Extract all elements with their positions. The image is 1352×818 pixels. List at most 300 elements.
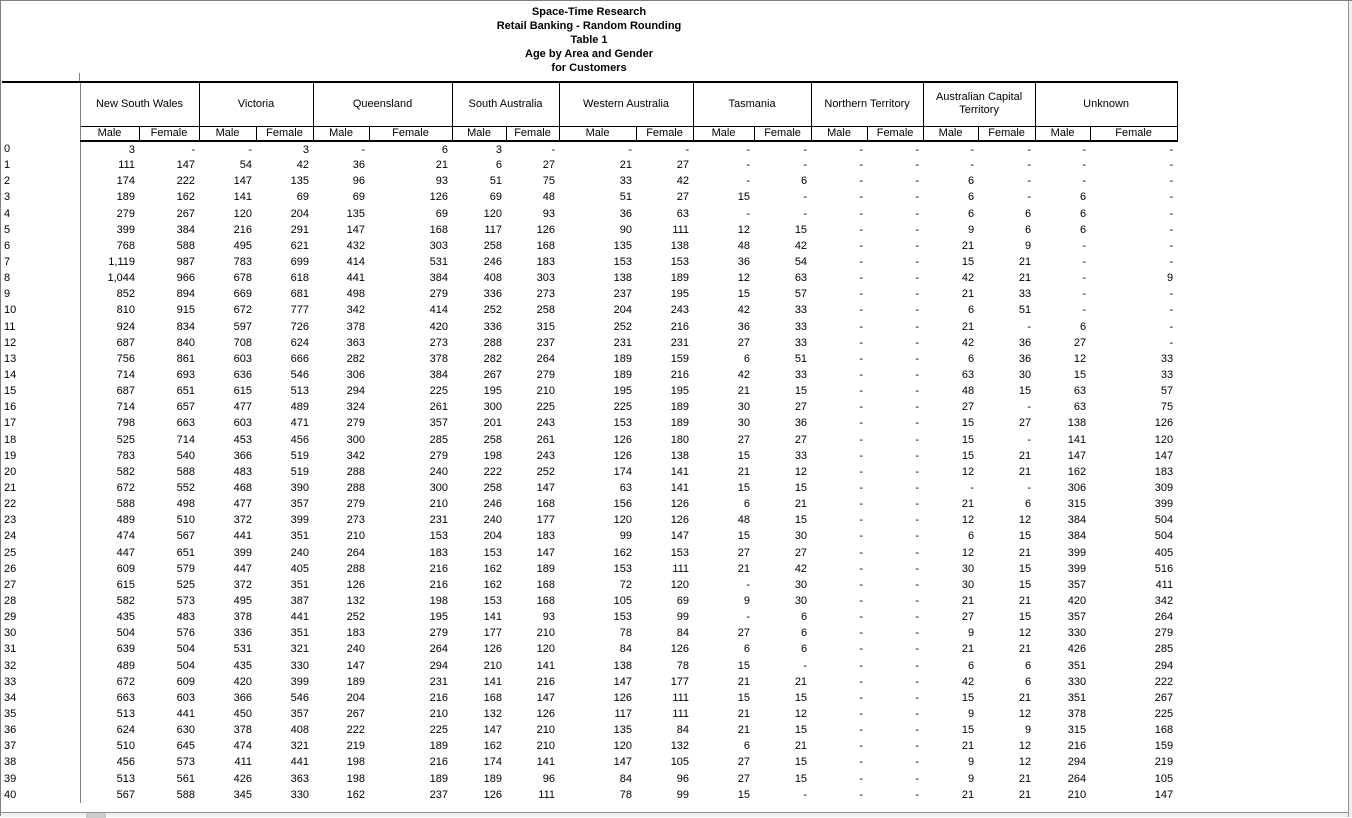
data-cell[interactable]: 315 bbox=[1067, 498, 1087, 511]
data-cell[interactable]: 342 bbox=[346, 304, 366, 317]
data-cell[interactable]: 21 bbox=[1018, 691, 1032, 704]
data-cell[interactable]: 30 bbox=[1018, 369, 1032, 382]
data-cell[interactable]: 243 bbox=[670, 304, 690, 317]
data-cell[interactable]: - bbox=[915, 498, 920, 511]
data-cell[interactable]: 3 bbox=[495, 143, 503, 156]
data-cell[interactable]: 285 bbox=[1154, 643, 1174, 656]
data-cell[interactable]: - bbox=[859, 482, 864, 495]
data-cell[interactable]: 15 bbox=[794, 724, 808, 737]
data-cell[interactable]: 15 bbox=[737, 482, 751, 495]
data-cell[interactable]: 672 bbox=[233, 304, 252, 317]
data-cell[interactable]: 306 bbox=[1067, 482, 1087, 495]
data-cell[interactable]: 42 bbox=[296, 159, 310, 172]
data-cell[interactable]: 126 bbox=[1154, 417, 1174, 430]
data-cell[interactable]: - bbox=[915, 433, 920, 446]
data-cell[interactable]: 6 bbox=[743, 498, 751, 511]
subheader-vic-female[interactable]: Female bbox=[256, 126, 313, 141]
data-cell[interactable]: - bbox=[803, 659, 808, 672]
data-cell[interactable]: 141 bbox=[670, 465, 690, 478]
data-cell[interactable]: 126 bbox=[429, 191, 449, 204]
data-cell[interactable]: 84 bbox=[619, 772, 633, 785]
data-cell[interactable]: 264 bbox=[429, 643, 449, 656]
data-cell[interactable]: 519 bbox=[290, 465, 310, 478]
data-cell[interactable]: 987 bbox=[176, 256, 195, 269]
data-cell[interactable]: 147 bbox=[1154, 788, 1174, 801]
data-cell[interactable]: 453 bbox=[233, 433, 252, 446]
data-cell[interactable]: - bbox=[915, 288, 920, 301]
row-label-age[interactable]: 9 bbox=[2, 286, 80, 302]
data-cell[interactable]: 915 bbox=[176, 304, 195, 317]
data-cell[interactable]: 264 bbox=[346, 546, 366, 559]
data-cell[interactable]: 21 bbox=[1018, 772, 1032, 785]
row-label-age[interactable]: 10 bbox=[2, 302, 80, 318]
data-cell[interactable]: 120 bbox=[483, 207, 503, 220]
data-cell[interactable]: - bbox=[859, 675, 864, 688]
data-cell[interactable]: 21 bbox=[961, 643, 975, 656]
data-cell[interactable]: - bbox=[859, 239, 864, 252]
data-cell[interactable]: - bbox=[1082, 143, 1087, 156]
data-cell[interactable]: 168 bbox=[429, 223, 449, 236]
data-cell[interactable]: - bbox=[1169, 320, 1174, 333]
row-label-age[interactable]: 21 bbox=[2, 480, 80, 496]
data-cell[interactable]: 15 bbox=[737, 288, 751, 301]
data-cell[interactable]: 336 bbox=[483, 288, 503, 301]
data-cell[interactable]: 30 bbox=[961, 562, 975, 575]
column-group-queensland[interactable]: Queensland bbox=[313, 82, 452, 126]
data-cell[interactable]: 36 bbox=[1018, 336, 1032, 349]
row-label-age[interactable]: 35 bbox=[2, 706, 80, 722]
data-cell[interactable]: 288 bbox=[483, 336, 503, 349]
data-cell[interactable]: 153 bbox=[483, 546, 503, 559]
data-cell[interactable]: 294 bbox=[1154, 659, 1174, 672]
data-cell[interactable]: - bbox=[551, 143, 556, 156]
data-cell[interactable]: 33 bbox=[619, 175, 633, 188]
data-cell[interactable]: 21 bbox=[1018, 465, 1032, 478]
data-cell[interactable]: 177 bbox=[670, 675, 690, 688]
row-label-age[interactable]: 13 bbox=[2, 351, 80, 367]
data-cell[interactable]: 351 bbox=[290, 627, 310, 640]
data-cell[interactable]: 168 bbox=[536, 578, 556, 591]
data-cell[interactable]: 1,119 bbox=[108, 256, 135, 269]
data-cell[interactable]: - bbox=[915, 724, 920, 737]
subheader-act-male[interactable]: Male bbox=[923, 126, 978, 141]
data-cell[interactable]: 15 bbox=[737, 449, 751, 462]
data-cell[interactable]: 15 bbox=[1018, 611, 1032, 624]
data-cell[interactable]: 21 bbox=[961, 740, 975, 753]
data-cell[interactable]: 624 bbox=[290, 336, 310, 349]
data-cell[interactable]: - bbox=[859, 223, 864, 236]
data-cell[interactable]: - bbox=[915, 417, 920, 430]
data-cell[interactable]: 222 bbox=[483, 465, 503, 478]
data-cell[interactable]: 21 bbox=[737, 465, 751, 478]
data-cell[interactable]: 6 bbox=[1079, 320, 1087, 333]
data-cell[interactable]: 36 bbox=[1018, 352, 1032, 365]
data-cell[interactable]: 552 bbox=[176, 482, 195, 495]
data-cell[interactable]: 693 bbox=[176, 369, 195, 382]
data-cell[interactable]: 153 bbox=[613, 256, 633, 269]
data-cell[interactable]: 588 bbox=[176, 788, 195, 801]
data-cell[interactable]: 336 bbox=[233, 627, 252, 640]
data-cell[interactable]: 282 bbox=[483, 352, 503, 365]
data-cell[interactable]: 6 bbox=[967, 207, 975, 220]
data-cell[interactable]: - bbox=[915, 659, 920, 672]
row-label-age[interactable]: 17 bbox=[2, 415, 80, 431]
data-cell[interactable]: - bbox=[859, 256, 864, 269]
data-cell[interactable]: 57 bbox=[794, 288, 808, 301]
data-cell[interactable]: 258 bbox=[483, 482, 503, 495]
data-cell[interactable]: 225 bbox=[1154, 707, 1174, 720]
data-cell[interactable]: 6 bbox=[441, 143, 449, 156]
data-cell[interactable]: - bbox=[628, 143, 633, 156]
data-cell[interactable]: 6 bbox=[1079, 191, 1087, 204]
data-cell[interactable]: 273 bbox=[536, 288, 556, 301]
data-cell[interactable]: 36 bbox=[619, 207, 633, 220]
data-cell[interactable]: 279 bbox=[116, 207, 135, 220]
data-cell[interactable]: 240 bbox=[429, 465, 449, 478]
data-cell[interactable]: 267 bbox=[176, 207, 195, 220]
subheader-act-female[interactable]: Female bbox=[978, 126, 1035, 141]
data-cell[interactable]: - bbox=[859, 788, 864, 801]
data-cell[interactable]: 231 bbox=[613, 336, 633, 349]
data-cell[interactable]: 12 bbox=[961, 465, 975, 478]
data-cell[interactable]: 330 bbox=[1067, 675, 1087, 688]
data-cell[interactable]: - bbox=[803, 207, 808, 220]
data-cell[interactable]: 69 bbox=[296, 191, 310, 204]
data-cell[interactable]: 357 bbox=[1067, 578, 1087, 591]
data-cell[interactable]: 378 bbox=[429, 352, 449, 365]
data-cell[interactable]: 27 bbox=[1018, 417, 1032, 430]
data-cell[interactable]: 105 bbox=[670, 756, 690, 769]
data-cell[interactable]: 189 bbox=[429, 740, 449, 753]
data-cell[interactable]: - bbox=[915, 175, 920, 188]
data-cell[interactable]: 153 bbox=[429, 530, 449, 543]
data-cell[interactable]: 378 bbox=[346, 320, 366, 333]
data-cell[interactable]: 210 bbox=[429, 498, 449, 511]
data-cell[interactable]: 48 bbox=[737, 514, 751, 527]
data-cell[interactable]: 120 bbox=[613, 514, 633, 527]
data-cell[interactable]: 588 bbox=[116, 498, 135, 511]
data-cell[interactable]: 714 bbox=[176, 433, 195, 446]
data-cell[interactable]: 93 bbox=[542, 611, 556, 624]
data-cell[interactable]: 225 bbox=[429, 724, 449, 737]
data-cell[interactable]: 441 bbox=[176, 707, 195, 720]
data-cell[interactable]: 225 bbox=[613, 401, 633, 414]
data-cell[interactable]: 366 bbox=[233, 691, 252, 704]
data-cell[interactable]: - bbox=[1082, 239, 1087, 252]
data-cell[interactable]: 30 bbox=[737, 417, 751, 430]
data-cell[interactable]: 225 bbox=[536, 401, 556, 414]
data-cell[interactable]: 12 bbox=[1018, 514, 1032, 527]
data-cell[interactable]: 315 bbox=[536, 320, 556, 333]
data-cell[interactable]: - bbox=[915, 675, 920, 688]
data-cell[interactable]: 510 bbox=[116, 740, 135, 753]
data-cell[interactable]: 588 bbox=[176, 465, 195, 478]
data-cell[interactable]: 399 bbox=[290, 675, 310, 688]
row-label-age[interactable]: 18 bbox=[2, 432, 80, 448]
data-cell[interactable]: - bbox=[859, 433, 864, 446]
data-cell[interactable]: 6 bbox=[743, 643, 751, 656]
data-cell[interactable]: - bbox=[1027, 320, 1032, 333]
data-cell[interactable]: 138 bbox=[670, 449, 690, 462]
data-cell[interactable]: 204 bbox=[346, 691, 366, 704]
data-cell[interactable]: - bbox=[1082, 159, 1087, 172]
data-cell[interactable]: - bbox=[803, 143, 808, 156]
data-cell[interactable]: 12 bbox=[961, 514, 975, 527]
data-cell[interactable]: 126 bbox=[346, 578, 366, 591]
data-cell[interactable]: 285 bbox=[429, 433, 449, 446]
data-cell[interactable]: 216 bbox=[1067, 740, 1087, 753]
data-cell[interactable]: 189 bbox=[429, 772, 449, 785]
data-cell[interactable]: 48 bbox=[961, 385, 975, 398]
data-cell[interactable]: 147 bbox=[1154, 449, 1174, 462]
data-cell[interactable]: 384 bbox=[176, 223, 195, 236]
data-cell[interactable]: 783 bbox=[116, 449, 135, 462]
data-cell[interactable]: 351 bbox=[290, 530, 310, 543]
data-cell[interactable]: 624 bbox=[116, 724, 135, 737]
data-cell[interactable]: 384 bbox=[429, 369, 449, 382]
data-cell[interactable]: 840 bbox=[176, 336, 195, 349]
data-cell[interactable]: 603 bbox=[233, 352, 252, 365]
data-cell[interactable]: 141 bbox=[483, 675, 503, 688]
data-cell[interactable]: 231 bbox=[429, 675, 449, 688]
data-cell[interactable]: - bbox=[915, 159, 920, 172]
data-cell[interactable]: 168 bbox=[483, 691, 503, 704]
data-cell[interactable]: 546 bbox=[290, 369, 310, 382]
column-group-south-australia[interactable]: South Australia bbox=[452, 82, 559, 126]
data-cell[interactable]: 84 bbox=[676, 724, 690, 737]
data-cell[interactable]: - bbox=[859, 159, 864, 172]
data-cell[interactable]: 216 bbox=[429, 691, 449, 704]
data-cell[interactable]: 474 bbox=[233, 740, 252, 753]
data-cell[interactable]: 672 bbox=[116, 482, 135, 495]
data-cell[interactable]: 6 bbox=[967, 175, 975, 188]
data-cell[interactable]: 198 bbox=[346, 772, 366, 785]
data-cell[interactable]: 291 bbox=[290, 223, 310, 236]
data-cell[interactable]: 168 bbox=[536, 595, 556, 607]
data-cell[interactable]: 27 bbox=[542, 159, 556, 172]
row-label-age[interactable]: 24 bbox=[2, 528, 80, 544]
data-cell[interactable]: 6 bbox=[1079, 207, 1087, 220]
data-cell[interactable]: 195 bbox=[670, 385, 690, 398]
data-cell[interactable]: 78 bbox=[619, 627, 633, 640]
data-cell[interactable]: - bbox=[1027, 159, 1032, 172]
data-cell[interactable]: - bbox=[859, 724, 864, 737]
data-cell[interactable]: - bbox=[1082, 304, 1087, 317]
data-cell[interactable]: 288 bbox=[346, 465, 366, 478]
row-label-age[interactable]: 36 bbox=[2, 722, 80, 738]
data-cell[interactable]: - bbox=[915, 256, 920, 269]
data-cell[interactable]: - bbox=[1082, 256, 1087, 269]
data-cell[interactable]: 582 bbox=[116, 595, 135, 607]
data-cell[interactable]: 12 bbox=[737, 272, 751, 285]
data-cell[interactable]: 384 bbox=[1067, 514, 1087, 527]
data-cell[interactable]: 681 bbox=[290, 288, 310, 301]
data-cell[interactable]: 426 bbox=[1067, 643, 1087, 656]
data-cell[interactable]: 6 bbox=[800, 611, 808, 624]
data-cell[interactable]: - bbox=[915, 578, 920, 591]
data-cell[interactable]: - bbox=[859, 691, 864, 704]
data-cell[interactable]: 651 bbox=[176, 385, 195, 398]
data-cell[interactable]: 456 bbox=[290, 433, 310, 446]
data-cell[interactable]: 105 bbox=[613, 595, 633, 607]
data-cell[interactable]: - bbox=[1082, 288, 1087, 301]
data-cell[interactable]: 15 bbox=[737, 530, 751, 543]
data-cell[interactable]: 135 bbox=[346, 207, 366, 220]
data-cell[interactable]: 195 bbox=[613, 385, 633, 398]
data-cell[interactable]: - bbox=[859, 385, 864, 398]
data-cell[interactable]: 33 bbox=[794, 304, 808, 317]
data-cell[interactable]: 111 bbox=[118, 159, 135, 172]
data-cell[interactable]: - bbox=[746, 611, 751, 624]
subheader-wa-male[interactable]: Male bbox=[559, 126, 636, 141]
data-cell[interactable]: 93 bbox=[435, 175, 449, 188]
data-cell[interactable]: 357 bbox=[290, 707, 310, 720]
column-group-tasmania[interactable]: Tasmania bbox=[693, 82, 811, 126]
data-cell[interactable]: 189 bbox=[613, 369, 633, 382]
data-cell[interactable]: - bbox=[1027, 143, 1032, 156]
data-cell[interactable]: 603 bbox=[176, 691, 195, 704]
data-cell[interactable]: - bbox=[915, 740, 920, 753]
data-cell[interactable]: 120 bbox=[536, 643, 556, 656]
data-cell[interactable]: 162 bbox=[483, 562, 503, 575]
data-cell[interactable]: 21 bbox=[1018, 595, 1032, 607]
data-cell[interactable]: 546 bbox=[290, 691, 310, 704]
data-cell[interactable]: 456 bbox=[116, 756, 135, 769]
data-cell[interactable]: 147 bbox=[346, 223, 366, 236]
data-cell[interactable]: 498 bbox=[176, 498, 195, 511]
data-cell[interactable]: 300 bbox=[429, 482, 449, 495]
data-cell[interactable]: 174 bbox=[613, 465, 633, 478]
data-cell[interactable]: 63 bbox=[1073, 401, 1087, 414]
data-cell[interactable]: 21 bbox=[794, 740, 808, 753]
subheader-sa-female[interactable]: Female bbox=[506, 126, 559, 141]
data-cell[interactable]: 117 bbox=[614, 707, 633, 720]
data-cell[interactable]: 390 bbox=[290, 482, 310, 495]
data-cell[interactable]: 588 bbox=[176, 239, 195, 252]
data-cell[interactable]: 159 bbox=[670, 352, 690, 365]
data-cell[interactable]: 216 bbox=[670, 369, 690, 382]
data-cell[interactable]: 243 bbox=[536, 417, 556, 430]
data-cell[interactable]: 216 bbox=[429, 578, 449, 591]
data-cell[interactable]: 609 bbox=[176, 675, 195, 688]
data-cell[interactable]: 153 bbox=[670, 256, 690, 269]
data-cell[interactable]: 222 bbox=[1154, 675, 1174, 688]
data-cell[interactable]: 27 bbox=[794, 433, 808, 446]
data-cell[interactable]: - bbox=[1027, 482, 1032, 495]
data-cell[interactable]: 21 bbox=[961, 498, 975, 511]
data-cell[interactable]: 27 bbox=[737, 336, 751, 349]
data-cell[interactable]: 489 bbox=[116, 659, 135, 672]
data-cell[interactable]: 138 bbox=[613, 659, 633, 672]
data-cell[interactable]: - bbox=[859, 288, 864, 301]
data-cell[interactable]: 15 bbox=[1018, 578, 1032, 591]
data-cell[interactable]: 42 bbox=[794, 562, 808, 575]
data-cell[interactable]: 399 bbox=[1067, 546, 1087, 559]
data-cell[interactable]: 420 bbox=[1067, 595, 1087, 607]
data-cell[interactable]: 6 bbox=[743, 352, 751, 365]
data-cell[interactable]: 525 bbox=[116, 433, 135, 446]
data-cell[interactable]: 51 bbox=[794, 352, 808, 365]
data-cell[interactable]: 477 bbox=[233, 498, 252, 511]
data-cell[interactable]: 168 bbox=[536, 239, 556, 252]
data-cell[interactable]: 12 bbox=[961, 546, 975, 559]
data-cell[interactable]: 132 bbox=[346, 595, 366, 607]
row-label-age[interactable]: 12 bbox=[2, 335, 80, 351]
data-cell[interactable]: 273 bbox=[346, 514, 366, 527]
data-cell[interactable]: 1,044 bbox=[107, 272, 135, 285]
data-cell[interactable]: - bbox=[915, 465, 920, 478]
data-cell[interactable]: 573 bbox=[176, 595, 195, 607]
data-cell[interactable]: 321 bbox=[290, 740, 310, 753]
data-cell[interactable]: 183 bbox=[429, 546, 449, 559]
data-cell[interactable]: 96 bbox=[676, 772, 690, 785]
data-cell[interactable]: 222 bbox=[176, 175, 195, 188]
data-cell[interactable]: 351 bbox=[290, 578, 310, 591]
data-cell[interactable]: 189 bbox=[613, 352, 633, 365]
data-cell[interactable]: 117 bbox=[484, 223, 503, 236]
data-cell[interactable]: - bbox=[915, 143, 920, 156]
data-cell[interactable]: 132 bbox=[670, 740, 690, 753]
data-cell[interactable]: 294 bbox=[346, 385, 366, 398]
data-cell[interactable]: 21 bbox=[619, 159, 633, 172]
data-cell[interactable]: - bbox=[859, 352, 864, 365]
data-cell[interactable]: 495 bbox=[233, 239, 252, 252]
data-cell[interactable]: 252 bbox=[483, 304, 503, 317]
data-cell[interactable]: 120 bbox=[1154, 433, 1174, 446]
data-cell[interactable]: 6 bbox=[800, 627, 808, 640]
data-cell[interactable]: 141 bbox=[483, 611, 503, 624]
data-cell[interactable]: 147 bbox=[670, 530, 690, 543]
column-group-western-australia[interactable]: Western Australia bbox=[559, 82, 693, 126]
data-cell[interactable]: - bbox=[1169, 175, 1174, 188]
data-cell[interactable]: 672 bbox=[116, 675, 135, 688]
data-cell[interactable]: - bbox=[1169, 159, 1174, 172]
data-cell[interactable]: 519 bbox=[290, 449, 310, 462]
data-cell[interactable]: 96 bbox=[352, 175, 366, 188]
data-cell[interactable]: - bbox=[859, 530, 864, 543]
data-cell[interactable]: 126 bbox=[483, 643, 503, 656]
data-cell[interactable]: 111 bbox=[672, 707, 690, 720]
data-cell[interactable]: 33 bbox=[1160, 352, 1174, 365]
data-cell[interactable]: 483 bbox=[176, 611, 195, 624]
data-cell[interactable]: 27 bbox=[676, 159, 690, 172]
data-cell[interactable]: 177 bbox=[483, 627, 503, 640]
data-cell[interactable]: 267 bbox=[483, 369, 503, 382]
data-cell[interactable]: - bbox=[859, 772, 864, 785]
column-group-northern-territory[interactable]: Northern Territory bbox=[811, 82, 923, 126]
data-cell[interactable]: 63 bbox=[961, 369, 975, 382]
data-cell[interactable]: 489 bbox=[116, 514, 135, 527]
data-cell[interactable]: 63 bbox=[1073, 385, 1087, 398]
data-cell[interactable]: 3 bbox=[128, 143, 135, 156]
data-cell[interactable]: - bbox=[915, 643, 920, 656]
row-label-age[interactable]: 14 bbox=[2, 367, 80, 383]
row-label-age[interactable]: 5 bbox=[2, 222, 80, 238]
data-cell[interactable]: 33 bbox=[794, 369, 808, 382]
data-cell[interactable]: 120 bbox=[613, 740, 633, 753]
data-cell[interactable]: 75 bbox=[1160, 401, 1174, 414]
data-cell[interactable]: 21 bbox=[961, 788, 975, 801]
data-cell[interactable]: 54 bbox=[794, 256, 808, 269]
row-label-age[interactable]: 4 bbox=[2, 206, 80, 222]
data-cell[interactable]: 42 bbox=[961, 336, 975, 349]
data-cell[interactable]: 15 bbox=[1018, 562, 1032, 575]
data-cell[interactable]: 489 bbox=[290, 401, 310, 414]
data-cell[interactable]: 51 bbox=[489, 175, 503, 188]
data-cell[interactable]: 147 bbox=[536, 691, 556, 704]
data-cell[interactable]: 330 bbox=[290, 788, 310, 801]
data-cell[interactable]: 399 bbox=[116, 223, 135, 236]
